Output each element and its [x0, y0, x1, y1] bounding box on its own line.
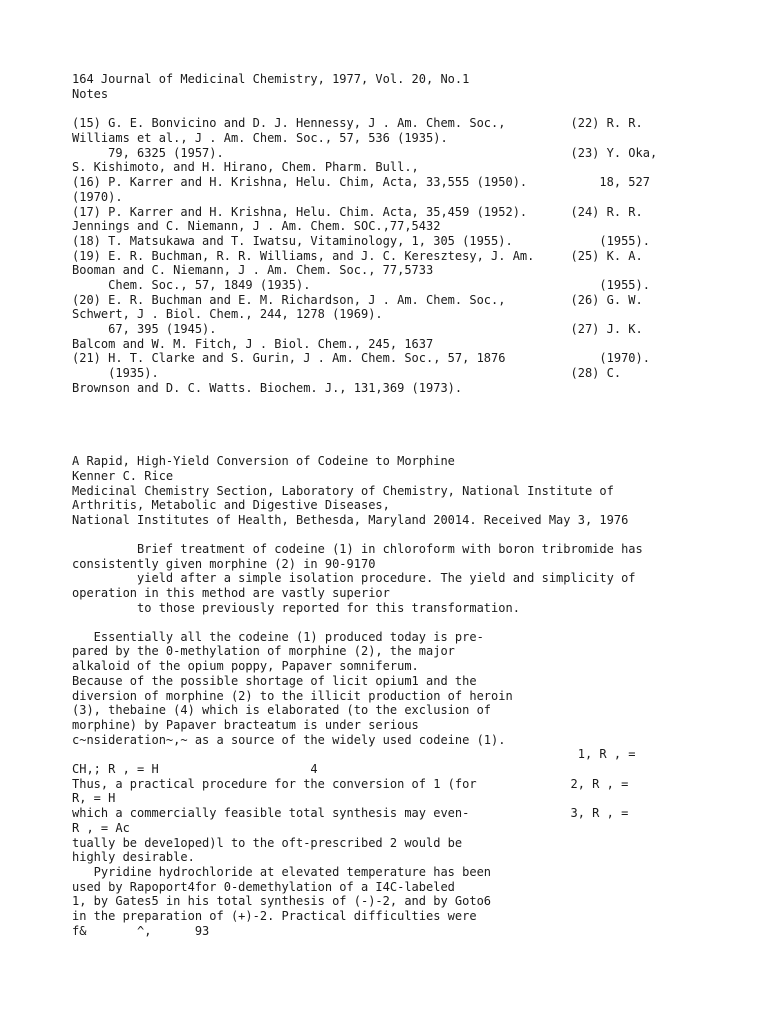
reference-line: (16) P. Karrer and H. Krishna, Helu. Chim, Acta, 33,555 (1950). 18, 527 [72, 175, 650, 189]
reference-line: (1935). (28) C. [72, 366, 622, 380]
body-line: Because of the possible shortage of licit opium1 and the [72, 674, 477, 688]
body-line: R , = Ac [72, 821, 130, 835]
section-label: Notes [72, 87, 109, 101]
body-line: CH,; R , = H 4 [72, 762, 318, 776]
reference-line: (1970). [72, 190, 123, 204]
reference-line: Williams et al., J . Am. Chem. Soc., 57, 536 (1935). [72, 131, 448, 145]
abstract-line: Brief treatment of codeine (1) in chloroform with boron tribromide has [72, 542, 643, 556]
affiliation-line: Arthritis, Metabolic and Digestive Diseases, [72, 498, 390, 512]
reference-line: Chem. Soc., 57, 1849 (1935). (1955). [72, 278, 650, 292]
reference-line: (21) H. T. Clarke and S. Gurin, J . Am. Chem. Soc., 57, 1876 (1970). [72, 351, 650, 365]
reference-line: (15) G. E. Bonvicino and D. J. Hennessy, J . Am. Chem. Soc., (22) R. R. [72, 116, 643, 130]
reference-line: Booman and C. Niemann, J . Am. Chem. Soc., 77,5733 [72, 263, 434, 277]
reference-line: S. Kishimoto, and H. Hirano, Chem. Pharm. Bull., [72, 160, 419, 174]
body-line: Thus, a practical procedure for the conversion of 1 (for 2, R , = [72, 777, 629, 791]
reference-line: (19) E. R. Buchman, R. R. Williams, and J. C. Keresztesy, J. Am. (25) K. A. [72, 249, 643, 263]
article-author: Kenner C. Rice [72, 469, 174, 483]
affiliation-line: Medicinal Chemistry Section, Laboratory of Chemistry, National Institute of [72, 484, 614, 498]
reference-line: Jennings and C. Niemann, J . Am. Chem. SOC.,77,5432 [72, 219, 441, 233]
body-line: 1, R , = [72, 747, 636, 761]
body-line: c~nsideration~,~ as a source of the widely used codeine (1). [72, 733, 506, 747]
body-line: highly desirable. [72, 850, 195, 864]
body-line: used by Rapoport4for 0-demethylation of a I4C-labeled [72, 880, 455, 894]
body-line: morphine) by Papaver bracteatum is under serious [72, 718, 419, 732]
body-line: f& ^, 93 [72, 924, 210, 938]
abstract-line: to those previously reported for this transformation. [72, 601, 520, 615]
body-line: Pyridine hydrochloride at elevated temperature has been [72, 865, 492, 879]
reference-line: 67, 395 (1945). (27) J. K. [72, 322, 643, 336]
abstract-line: operation in this method are vastly superior [72, 586, 390, 600]
body-line: Essentially all the codeine (1) produced today is pre- [72, 630, 484, 644]
body-line: pared by the 0-methylation of morphine (2), the major [72, 644, 455, 658]
reference-line: Brownson and D. C. Watts. Biochem. J., 131,369 (1973). [72, 381, 463, 395]
body-line: 1, by Gates5 in his total synthesis of (-)-2, and by Goto6 [72, 894, 492, 908]
affiliation-line: National Institutes of Health, Bethesda, Maryland 20014. Received May 3, 1976 [72, 513, 629, 527]
body-line: tually be deve1oped)l to the oft-prescribed 2 would be [72, 836, 463, 850]
reference-line: (20) E. R. Buchman and E. M. Richardson, J . Am. Chem. Soc., (26) G. W. [72, 293, 643, 307]
reference-line: (18) T. Matsukawa and T. Iwatsu, Vitaminology, 1, 305 (1955). (1955). [72, 234, 650, 248]
body-line: alkaloid of the opium poppy, Papaver somniferum. [72, 659, 419, 673]
reference-line: 79, 6325 (1957). (23) Y. Oka, [72, 146, 658, 160]
body-line: (3), thebaine (4) which is elaborated (to the exclusion of [72, 703, 492, 717]
reference-line: Balcom and W. M. Fitch, J . Biol. Chem., 245, 1637 [72, 337, 434, 351]
abstract-line: consistently given morphine (2) in 90-9170 [72, 557, 376, 571]
body-line: diversion of morphine (2) to the illicit production of heroin [72, 689, 513, 703]
reference-line: (17) P. Karrer and H. Krishna, Helu. Chim. Acta, 35,459 (1952). (24) R. R. [72, 205, 643, 219]
body-line: R, = H [72, 791, 116, 805]
body-line: which a commercially feasible total synthesis may even- 3, R , = [72, 806, 629, 820]
abstract-line: yield after a simple isolation procedure. The yield and simplicity of [72, 571, 636, 585]
article-title: A Rapid, High-Yield Conversion of Codeine to Morphine [72, 454, 455, 468]
reference-line: Schwert, J . Biol. Chem., 244, 1278 (1969). [72, 307, 383, 321]
body-line: in the preparation of (+)-2. Practical difficulties were [72, 909, 477, 923]
journal-header: 164 Journal of Medicinal Chemistry, 1977, Vol. 20, No.1 [72, 72, 470, 86]
